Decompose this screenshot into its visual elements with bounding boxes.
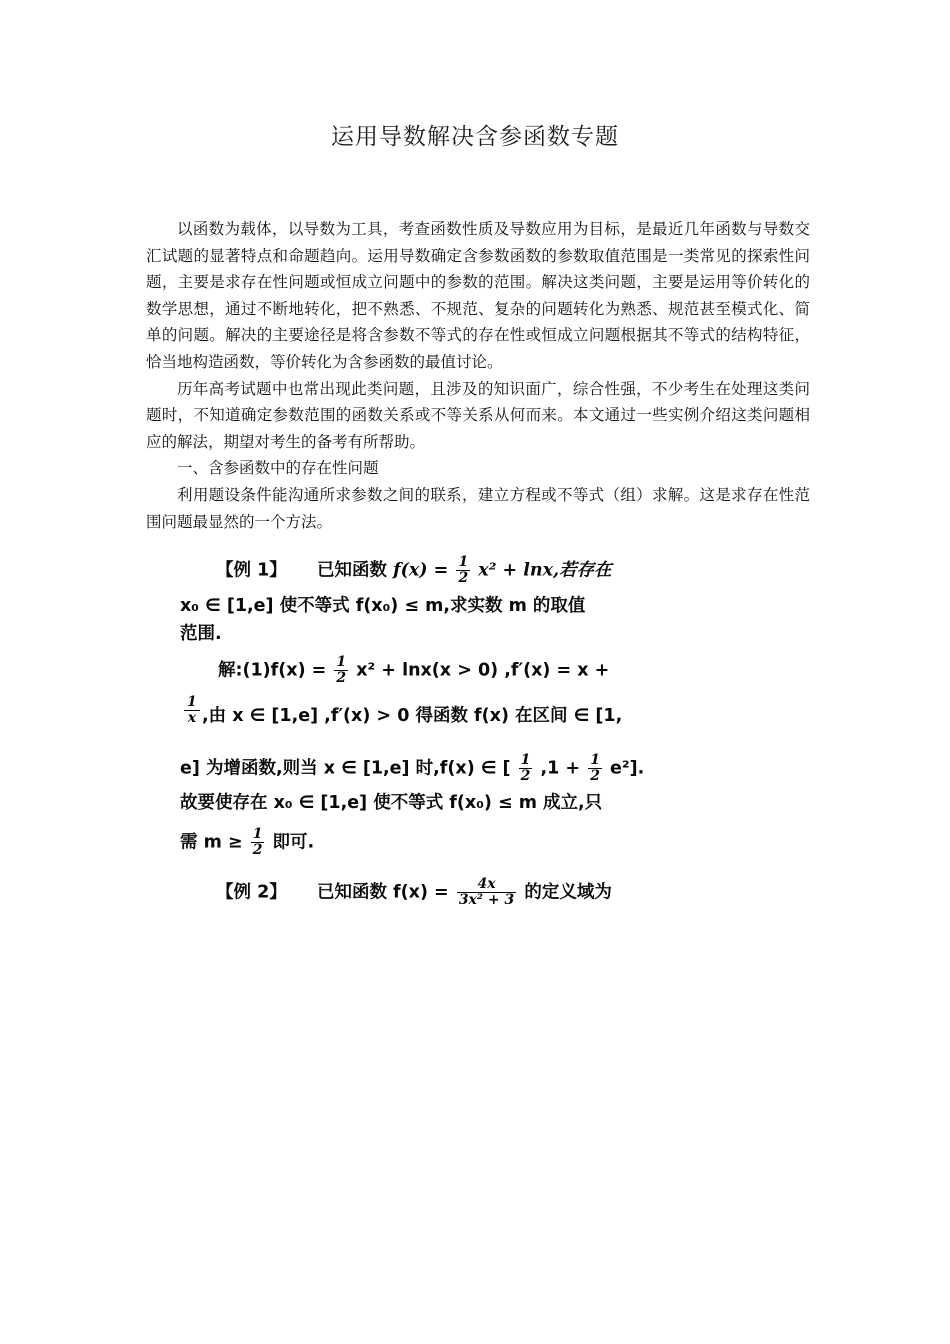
fraction-denominator: 2 [252,842,263,858]
fraction-one-half [519,753,533,784]
section-heading: 一、含参函数中的存在性问题 [177,459,379,478]
example-2-text: 已知函数 f(x) = [316,882,449,903]
fraction-numerator: 1 [590,752,600,768]
fraction-numerator: 1 [458,554,469,570]
solution-conclusion-start: 需 m ≥ [180,832,243,853]
example-2-line-1 [216,877,612,908]
fraction-numerator: 1 [184,695,200,711]
section-paragraph: 利用题设条件能沟通所求参数之间的联系，建立方程或不等式（组）求解。这是求存在性范围问题最显然的一个方法。 [146,485,810,531]
paragraph-background: 历年高考试题中也常出现此类问题，且涉及的知识面广，综合性强，不少考生在处理这类问题时，不知道确定参数范围的函数关系或不等关系从何而来。本文通过一些实例介绍这类问题相应的解法，期望对考生的备考有所帮助。 [146,379,810,451]
fraction-one-half [334,655,348,686]
solution-start: 解:(1)f(x) = [218,660,327,681]
body-text [146,216,810,535]
fraction-denominator: 3x² + 3 [458,892,515,908]
fraction-numerator: 1 [252,826,263,842]
example-1-line-1 [216,555,612,586]
example-2-rest: 的定义域为 [524,882,612,903]
page-title: 运用导数解决含参函数专题 [331,124,619,150]
fraction-denominator: x [187,710,197,726]
example-1-expression: x² + lnx,若存在 [478,560,612,581]
example-1-text: 已知函数 [316,560,387,581]
fraction-denominator: 2 [590,768,600,784]
fraction-denominator: 2 [336,670,347,686]
fraction-numerator: 1 [336,654,347,670]
solution-line-2: ,由 x ∈ [1,e] ,f′(x) > 0 得函数 f(x) 在区间 ∈ [1, [202,706,623,726]
example-1-line-2: x₀ ∈ [1,e] 使不等式 f(x₀) ≤ m,求实数 m 的取值 [180,596,586,616]
solution-line-1 [218,655,609,686]
fraction-one-over-x [184,695,200,726]
solution-range-start: e] 为增函数,则当 x ∈ [1,e] 时,f(x) ∈ [ [180,758,511,779]
fraction-one-half [251,827,265,858]
example-1-fx: f(x) = [393,560,449,581]
solution-conclusion-end: 即可. [272,832,315,853]
fraction-one-half [588,753,602,784]
solution-line-4: 故要使存在 x₀ ∈ [1,e] 使不等式 f(x₀) ≤ m 成立,只 [180,793,603,813]
fraction-denominator: 2 [458,570,469,586]
example-1-line-3: 范围. [180,624,222,644]
fraction-one-half [456,555,470,586]
solution-line-5 [180,827,314,858]
solution-range-end: e²]. [610,758,645,779]
example-1-label: 【例 1】 [216,560,287,581]
fraction-4x-over-3x2plus3 [457,877,516,908]
solution-range-middle: ,1 + [540,758,581,779]
fraction-numerator: 1 [520,752,531,768]
fraction-denominator: 2 [520,768,531,784]
fraction-numerator: 4x [457,877,516,893]
solution-derivative: x² + lnx(x > 0) ,f′(x) = x + [356,660,610,681]
paragraph-intro: 以函数为载体，以导数为工具，考查函数性质及导数应用为目标，是最近几年函数与导数交汇试题的显著特点和命题趋向。运用导数确定含参数函数的参数取值范围是一类常见的探索性问题，主要是求存在性问题或恒成立问题中的参数的范围。解决这类问题，主要是运用等价转化的数学思想，通过不断地转化，把不熟悉、不规范、复杂的问题转化为熟悉、规范甚至模式化、简单的问题。解决的主要途径是将含参数不等式的存在性或恒成立问题根据其不等式的结构特征，恰当地构造函数，等价转化为含参函数的最值讨论。 [146,220,810,371]
solution-line-3 [180,753,644,784]
example-2-label: 【例 2】 [216,882,287,903]
